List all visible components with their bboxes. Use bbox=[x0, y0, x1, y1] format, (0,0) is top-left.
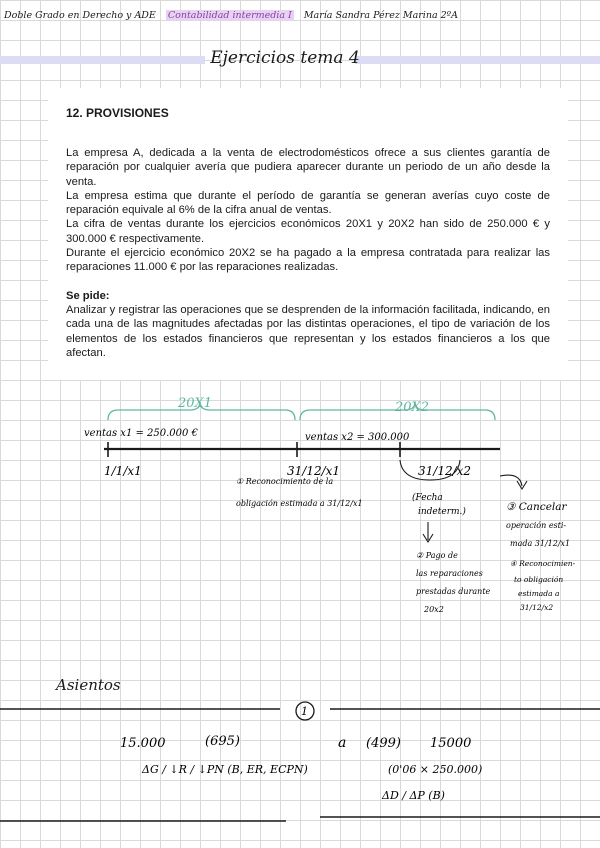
exercise-heading: 12. PROVISIONES bbox=[66, 106, 169, 120]
credit-account: (499) bbox=[366, 736, 401, 751]
credit-amount: 15000 bbox=[430, 736, 472, 751]
se-pide-label: Se pide: bbox=[66, 289, 110, 302]
sales-x1: ventas x1 = 250.000 € bbox=[84, 428, 198, 439]
timeline-diagram bbox=[0, 380, 600, 680]
student-text: María Sandra Pérez Marina 2ºA bbox=[303, 9, 458, 21]
note-fecha-line1: (Fecha bbox=[412, 493, 443, 503]
a-word: a bbox=[338, 735, 347, 751]
note-fecha-line2: indeterm.) bbox=[418, 507, 466, 517]
debit-account: (695) bbox=[205, 734, 240, 749]
credit-analysis: ΔD / ΔP (B) bbox=[382, 789, 445, 802]
exercise-paragraph: La cifra de ventas durante los ejercicios económicos 20X1 y 20X2 han sido de 250.000 € y 300.000 € respectivamente. bbox=[66, 218, 550, 245]
debit-amount: 15.000 bbox=[120, 736, 166, 751]
se-pide-text: Analizar y registrar las operaciones que se desprenden de la información facilitada, indicando, en cada una de las magnitudes afectadas por las distintas operaciones, el tipo de variación de los elementos de los estados financieros que representan y los estados financieros a los que afectan. bbox=[66, 303, 550, 359]
asientos-heading: Asientos bbox=[56, 676, 121, 694]
period-20x1: 20X1 bbox=[178, 396, 213, 411]
date-3: 31/12/x2 bbox=[418, 464, 472, 478]
subject-text: Contabilidad intermedia I bbox=[167, 9, 292, 21]
period-20x2: 20X2 bbox=[395, 400, 430, 415]
note-4-line2: to obligación bbox=[514, 575, 564, 584]
note-2-line1: ② Pago de bbox=[416, 551, 458, 560]
note-4-line3: estimada a bbox=[518, 589, 560, 598]
note-2-line2: las reparaciones bbox=[416, 569, 483, 578]
exercise-paragraph: La empresa estima que durante el período de garantía se generan averías cuyo coste de reparación equivale al 6% de la cifra anual de ventas. bbox=[66, 189, 550, 217]
exercise-paragraph: Durante el ejercicio económico 20X2 se ha pagado a la empresa contratada para realizar las reparaciones 11.000 € por las reparaciones realizadas. bbox=[66, 247, 550, 274]
page-title: Ejercicios tema 4 bbox=[210, 48, 360, 68]
degree-text: Doble Grado en Derecho y ADE bbox=[4, 9, 156, 21]
entry-number: 1 bbox=[301, 705, 308, 718]
journal-entry bbox=[0, 695, 600, 848]
note-2-line3: prestadas durante bbox=[416, 587, 491, 596]
page-header bbox=[0, 4, 600, 26]
title-band-right bbox=[355, 56, 600, 64]
exercise-paragraph: La empresa A, dedicada a la venta de electrodomésticos ofrece a sus clientes garantía de reparación por cualquier avería que pudiera aparecer durante un periodo de un año desde la venta. bbox=[66, 147, 550, 188]
note-3-line3: mada 31/12/x1 bbox=[510, 539, 571, 548]
note-1-line1: ① Reconocimiento de la bbox=[236, 477, 334, 486]
note-1-line2: obligación estimada a 31/12/x1 bbox=[236, 499, 363, 508]
title-band-left bbox=[0, 56, 205, 64]
date-2: 31/12/x1 bbox=[287, 464, 341, 478]
date-1: 1/1/x1 bbox=[104, 464, 142, 478]
sales-x2: ventas x2 = 300.000 bbox=[305, 432, 410, 443]
note-3-line1: ③ Cancelar bbox=[506, 501, 567, 513]
credit-calc: (0'06 × 250.000) bbox=[388, 763, 483, 776]
note-3-line2: operación esti- bbox=[506, 521, 567, 530]
debit-analysis: ΔG / ↓R / ↓PN (B, ER, ECPN) bbox=[142, 763, 308, 776]
note-2-line4: 20x2 bbox=[424, 605, 444, 614]
note-4-line4: 31/12/x2 bbox=[520, 603, 554, 612]
exercise-card bbox=[48, 88, 568, 380]
note-4-line1: ④ Reconocimien- bbox=[510, 559, 576, 568]
